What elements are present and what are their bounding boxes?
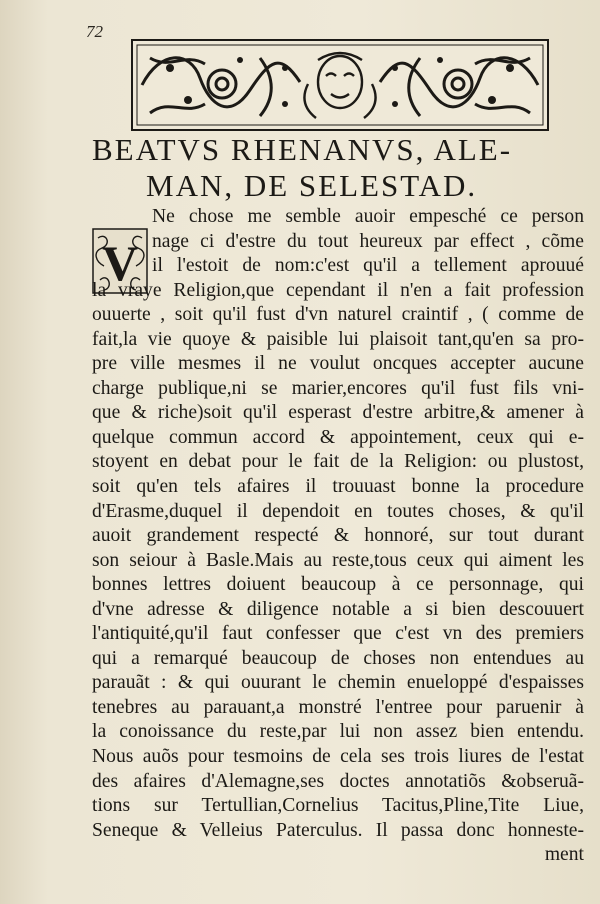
drop-cap-letter: V xyxy=(101,235,139,291)
text-line: soit qu'en tels afaires il trouuast bonne la procedure xyxy=(92,476,584,498)
text-line: pre ville mesmes il ne voulut oncques accepter aucune xyxy=(92,353,584,375)
page-number: 72 xyxy=(86,22,103,41)
text-line: nage ci d'estre du tout heureux par effect , cõme xyxy=(152,230,584,252)
text-line: qui a remarqué beaucoup de choses non entendues au xyxy=(92,647,584,669)
text-line: tenebres au parauant,a monstré l'entree pour paruenir à xyxy=(92,696,584,718)
text-line: d'vne adresse & diligence notable a si bien descouuert xyxy=(92,598,584,620)
text-line: tions sur Tertullian,Cornelius Tacitus,Pline,Tite Liue, xyxy=(92,795,584,817)
text-line: quelque commun accord & appointement, ceux qui e- xyxy=(92,426,584,448)
text-line: auoit grandement respecté & honnoré, sur tout durant xyxy=(92,525,584,547)
text-line: que & riche)soit qu'il esperast d'estre arbitre,& amener à xyxy=(92,402,584,424)
text-line: parauãt : & qui ouurant le chemin enueloppé d'espaisses xyxy=(92,672,584,694)
text-line: Ne chose me semble auoir empesché ce person xyxy=(152,206,584,227)
text-line: bonnes lettres doiuent beaucoup à ce personnage, qui xyxy=(92,574,584,596)
text-line: il l'estoit de nom:c'est qu'il a tellement aprouué xyxy=(152,255,584,277)
ornamental-headpiece xyxy=(130,38,550,132)
text-line: la conoissance du reste,par lui non assez bien entendu. xyxy=(92,721,584,743)
text-line: ment xyxy=(544,844,584,866)
text-line: charge publique,ni se marier,encores qu'il fust fils vni- xyxy=(92,377,584,399)
text-line: Nous auõs pour tesmoins de cela ses trois liures de l'estat xyxy=(92,746,584,768)
body-text xyxy=(92,205,584,868)
text-line: d'Erasme,duquel il dependoit en toutes choses, & qu'il xyxy=(92,500,584,522)
text-line: ouuerte , soit qu'il fust d'vn naturel craintif , ( comme de xyxy=(92,304,584,326)
text-line: l'antiquité,qu'il faut confesser que c'est vn des premiers xyxy=(92,623,584,645)
text-line: la vraye Religion,que cependant il n'en a fait profession xyxy=(92,279,584,301)
text-line: des afaires d'Alemagne,ses doctes annotatiõs &obseruã- xyxy=(92,770,584,792)
title-line-1: BEATVS RHENANVS, ALE- xyxy=(92,132,513,167)
chapter-title xyxy=(92,132,572,204)
text-line: Seneque & Velleius Paterculus. Il passa donc honneste- xyxy=(92,819,584,841)
text-line: stoyent en debat pour le fait de la Religion: ou plustost, xyxy=(92,451,584,473)
title-line-2: MAN, DE SELESTAD. xyxy=(146,168,478,203)
text-line: fait,la vie quoye & paisible lui plaisoit tant,qu'en sa pro- xyxy=(92,328,584,350)
text-line: son seiour à Basle.Mais au reste,tous ceux qui aiment les xyxy=(92,549,584,571)
